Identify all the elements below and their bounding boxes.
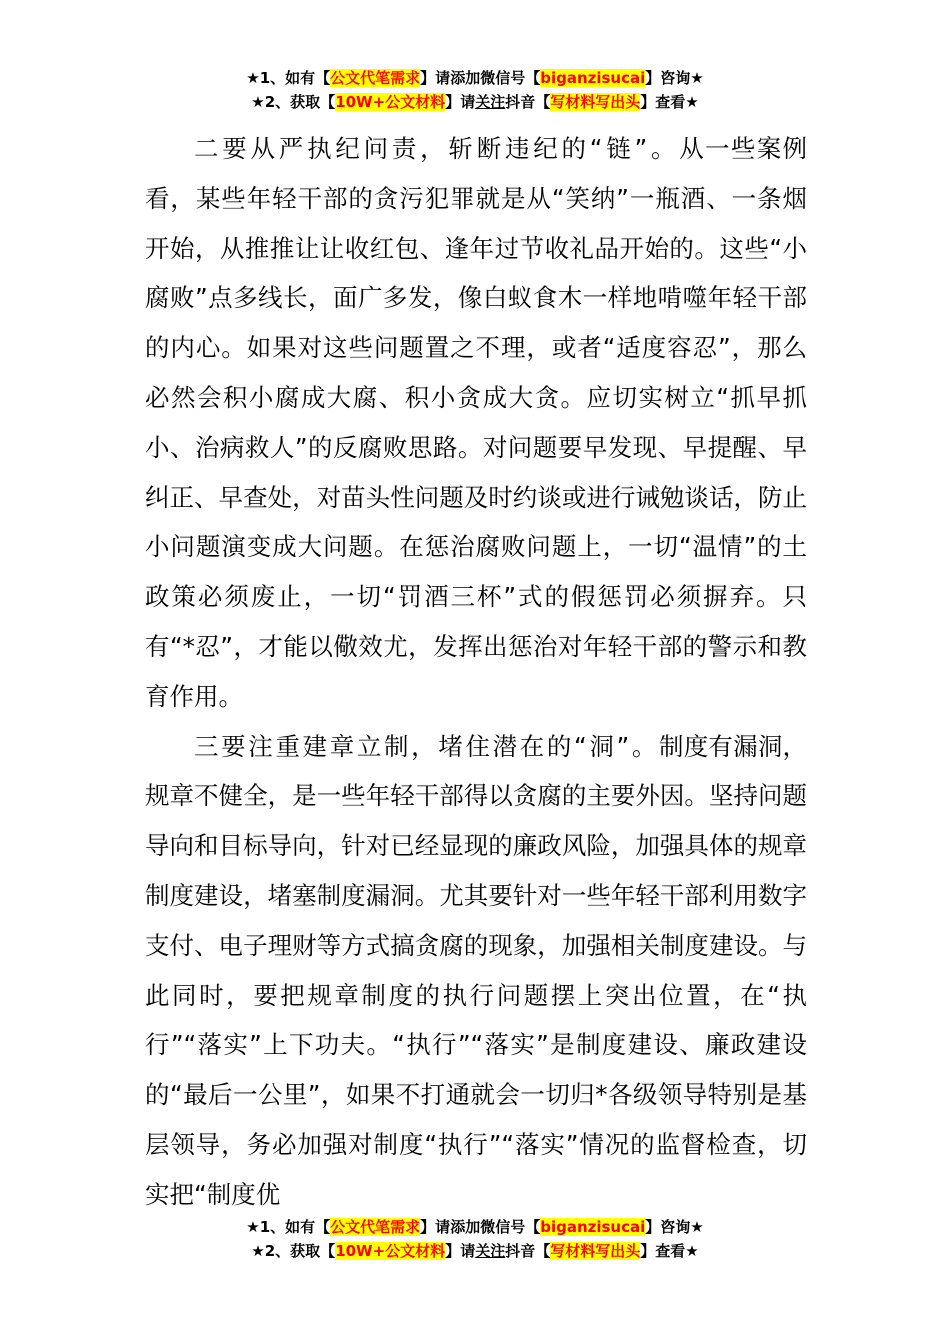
- paragraph-text: 制度有漏洞，规章不健全，是一些年轻干部得以贪腐的主要外因。坚持问题导向和目标导向，针对已经显现的廉政风险，加强具体的规章制度建设，堵塞制度漏洞。尤其要针对一些年轻干部利用数字支付、电子理财等方式搞贪腐的现象，加强相关制度建设。与此同时，要把规章制度的执行问题摆上突出位置，在“执行”“落实”上下功夫。“执行”“落实”是制度建设、廉政建设的“最后一公里”，如果不打通就会一切归*各级领导特别是基层领导，务必加强对制度“执行”“落实”情况的监督检查，切实把“制度优: [145, 731, 808, 1209]
- paragraph-2: [145, 722, 807, 1220]
- banner-text: 】请: [420, 69, 451, 87]
- banner-text: 】查看★: [640, 93, 699, 111]
- bottom-banner: [0, 1215, 950, 1263]
- banner-text: 抖音【: [505, 93, 551, 111]
- banner-text: 】请: [420, 1218, 451, 1236]
- paragraph-heading: 二要从严执纪问责，斩断违纪的“链”。: [194, 134, 680, 163]
- banner-text: ★2、获取【: [251, 1242, 336, 1260]
- highlight-materials: 10W+公文材料: [335, 93, 446, 111]
- banner-text: ★2、获取【: [251, 93, 336, 111]
- banner-line-1: [0, 66, 950, 90]
- banner-emphasis: 添加: [450, 69, 481, 87]
- paragraph-text: 从一些案例看，某些年轻干部的贪污犯罪就是从“笑纳”一瓶酒、一条烟开始，从推推让让收红包、逢年过节收礼品开始的。这些“小腐败”点多线长，面广多发，像白蚁食木一样地啃噬年轻干部的内心。如果对这些问题置之不理，或者“适度容忍”，那么必然会积小腐成大腐、积小贪成大贪。应切实树立“抓早抓小、治病救人”的反腐败思路。对问题要早发现、早提醒、早纠正、早查处，对苗头性问题及时约谈或进行诫勉谈话，防止小问题演变成大问题。在惩治腐败问题上，一切“温情”的土政策必须废止，一切“罚酒三杯”式的假惩罚必须摒弃。只有“*忍”，才能以儆效尤，发挥出惩治对年轻干部的警示和教育作用。: [145, 134, 808, 711]
- highlight-service: 公文代笔需求: [330, 69, 421, 87]
- banner-text: ★1、如有【: [246, 69, 331, 87]
- banner-line-2: [0, 90, 950, 114]
- banner-text: 】请: [445, 93, 476, 111]
- highlight-wechat-id: biganzisucai: [540, 69, 646, 87]
- banner-text: 微信号【: [480, 1218, 541, 1236]
- highlight-douyin-account: 写材料写出头: [550, 1242, 641, 1260]
- banner-emphasis: 关注: [475, 93, 506, 111]
- highlight-douyin-account: 写材料写出头: [550, 93, 641, 111]
- top-banner: [0, 66, 950, 114]
- paragraph-1: [145, 124, 807, 722]
- banner-text: 抖音【: [505, 1242, 551, 1260]
- highlight-materials: 10W+公文材料: [335, 1242, 446, 1260]
- banner-line-1: [0, 1215, 950, 1239]
- banner-text: 】请: [445, 1242, 476, 1260]
- banner-text: ★1、如有【: [246, 1218, 331, 1236]
- banner-emphasis: 添加: [450, 1218, 481, 1236]
- highlight-wechat-id: biganzisucai: [540, 1218, 646, 1236]
- highlight-service: 公文代笔需求: [330, 1218, 421, 1236]
- banner-text: 】查看★: [640, 1242, 699, 1260]
- banner-line-2: [0, 1239, 950, 1263]
- document-body: [145, 124, 807, 1220]
- banner-emphasis: 关注: [475, 1242, 506, 1260]
- banner-text: 】咨询★: [645, 1218, 704, 1236]
- banner-text: 微信号【: [480, 69, 541, 87]
- banner-text: 】咨询★: [645, 69, 704, 87]
- paragraph-heading: 三要注重建章立制，堵住潜在的“洞”。: [194, 731, 660, 761]
